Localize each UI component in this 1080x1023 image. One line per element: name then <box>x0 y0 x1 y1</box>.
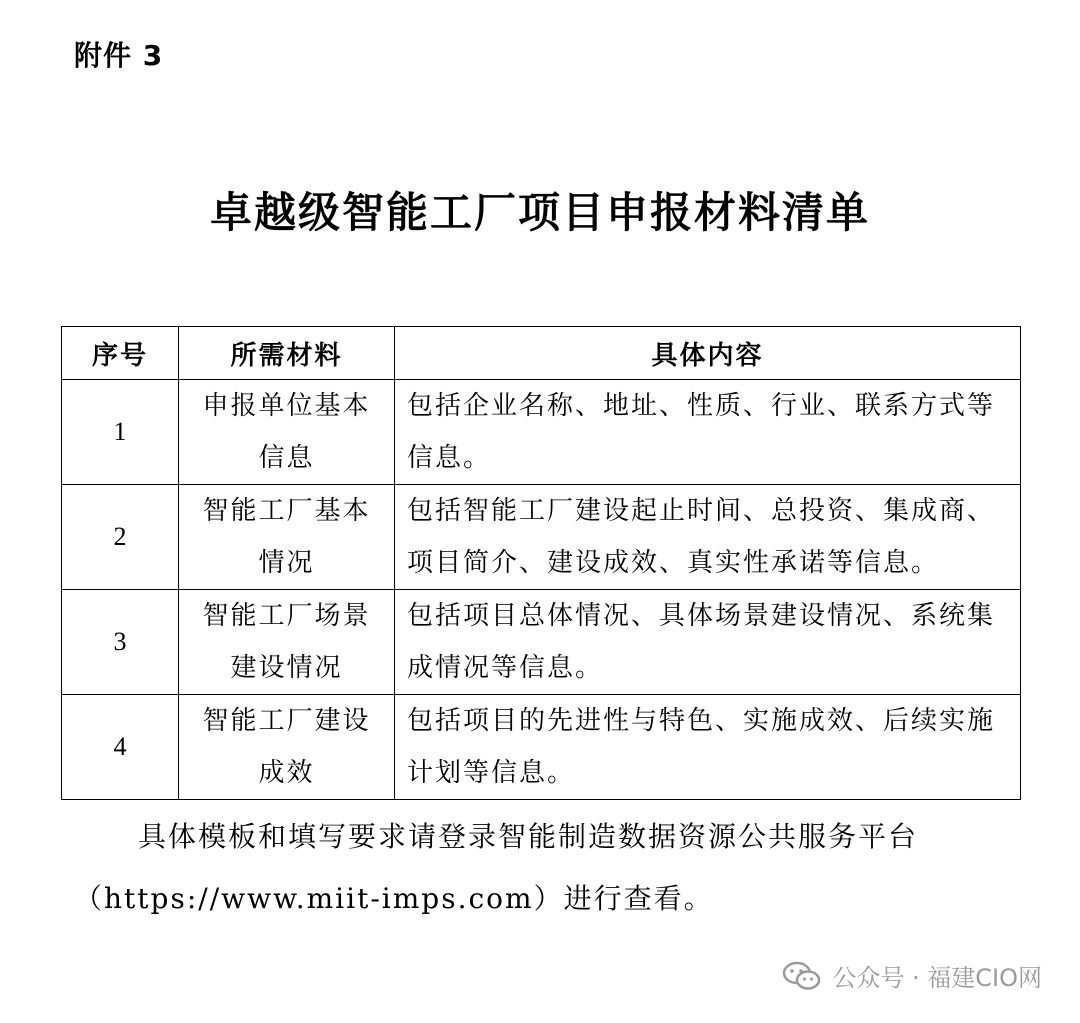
table-header-row <box>62 327 1021 380</box>
row-content: 包括项目的先进性与特色、实施成效、后续实施计划等信息。 <box>395 695 1021 800</box>
wechat-icon <box>782 961 822 991</box>
document-title: 卓越级智能工厂项目申报材料清单 <box>209 188 870 237</box>
row-content: 包括企业名称、地址、性质、行业、联系方式等信息。 <box>395 380 1021 485</box>
header-material: 所需材料 <box>179 327 395 380</box>
row-number: 4 <box>62 695 179 800</box>
materials-table <box>61 326 1021 800</box>
row-content: 包括项目总体情况、具体场景建设情况、系统集成情况等信息。 <box>395 590 1021 695</box>
row-material: 智能工厂建设成效 <box>179 695 395 800</box>
note-paragraph <box>74 806 1014 930</box>
attachment-label: 附件 3 <box>74 39 164 72</box>
table-row <box>62 380 1021 485</box>
note-text: 具体模板和填写要求请登录智能制造数据资源公共服务平台（https://www.miit-imps.com）进行查看。 <box>74 820 919 915</box>
row-content: 包括智能工厂建设起止时间、总投资、集成商、项目简介、建设成效、真实性承诺等信息。 <box>395 485 1021 590</box>
table-row <box>62 485 1021 590</box>
row-number: 3 <box>62 590 179 695</box>
table-row <box>62 695 1021 800</box>
row-material: 申报单位基本信息 <box>179 380 395 485</box>
header-no: 序号 <box>62 327 179 380</box>
watermark-text: 公众号 · 福建CIO网 <box>832 964 1042 992</box>
row-material: 智能工厂基本情况 <box>179 485 395 590</box>
row-number: 1 <box>62 380 179 485</box>
table-row <box>62 590 1021 695</box>
row-material: 智能工厂场景建设情况 <box>179 590 395 695</box>
row-number: 2 <box>62 485 179 590</box>
header-content: 具体内容 <box>395 327 1021 380</box>
watermark <box>782 958 1042 993</box>
